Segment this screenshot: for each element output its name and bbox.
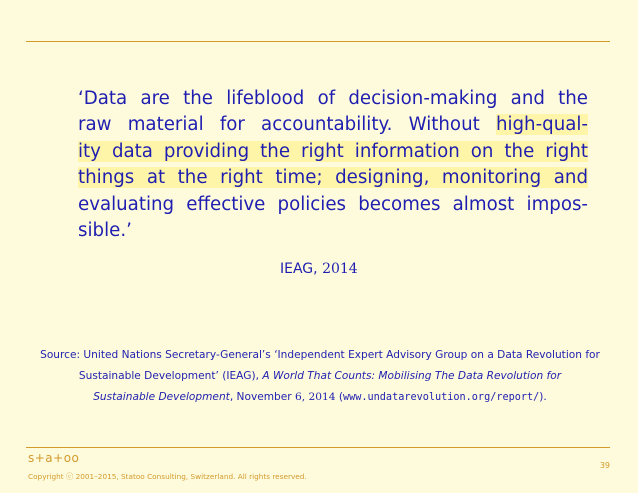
quote-line: ‘Data are the lifeblood of decision-making and the	[78, 88, 588, 109]
source-citation	[30, 345, 610, 408]
highlighted-text: high-qual-	[495, 114, 588, 136]
top-rule	[26, 41, 610, 42]
source-text: (	[335, 391, 343, 403]
source-text: , November	[229, 391, 296, 403]
source-line	[30, 387, 610, 408]
quote-line: evaluating effective policies becomes almost impos-	[78, 193, 588, 215]
statoo-logo: s+a+oo	[28, 451, 80, 465]
attribution-author: IEAG,	[280, 261, 318, 277]
source-text: ).	[539, 391, 547, 403]
highlighted-text: things at the right time; designing, monitoring and	[78, 167, 588, 189]
highlighted-text: ity data providing the right information on the right	[78, 140, 588, 162]
attribution-year: 2014	[322, 261, 358, 277]
source-text: Sustainable Development’ (IEAG),	[78, 370, 263, 382]
page-number: 39	[599, 461, 610, 470]
source-year: 2014	[308, 391, 336, 403]
quote-line	[78, 139, 588, 165]
report-title: A World That Counts: Mobilising The Data Revolution for	[262, 370, 562, 382]
source-day: 6,	[295, 391, 306, 403]
quote-block	[78, 86, 588, 244]
source-line	[30, 366, 610, 387]
copyright-notice: Copyright ⓒ 2001–2015, Statoo Consulting, Switzerland. All rights reserved.	[28, 472, 307, 481]
report-title: Sustainable Development	[93, 391, 230, 403]
source-line: Source: United Nations Secretary-General’s ‘Independent Expert Advisory Group on a Data Revolution for	[40, 349, 600, 361]
quote-line: sible.’	[78, 220, 132, 242]
quote-attribution	[280, 261, 358, 277]
quote-text: raw material for accountability. Without	[78, 114, 496, 136]
quote-line	[78, 165, 588, 191]
quote-line	[78, 112, 588, 138]
footer-rule	[26, 447, 610, 448]
report-url-link[interactable]: www.undatarevolution.org/report/	[343, 392, 540, 403]
